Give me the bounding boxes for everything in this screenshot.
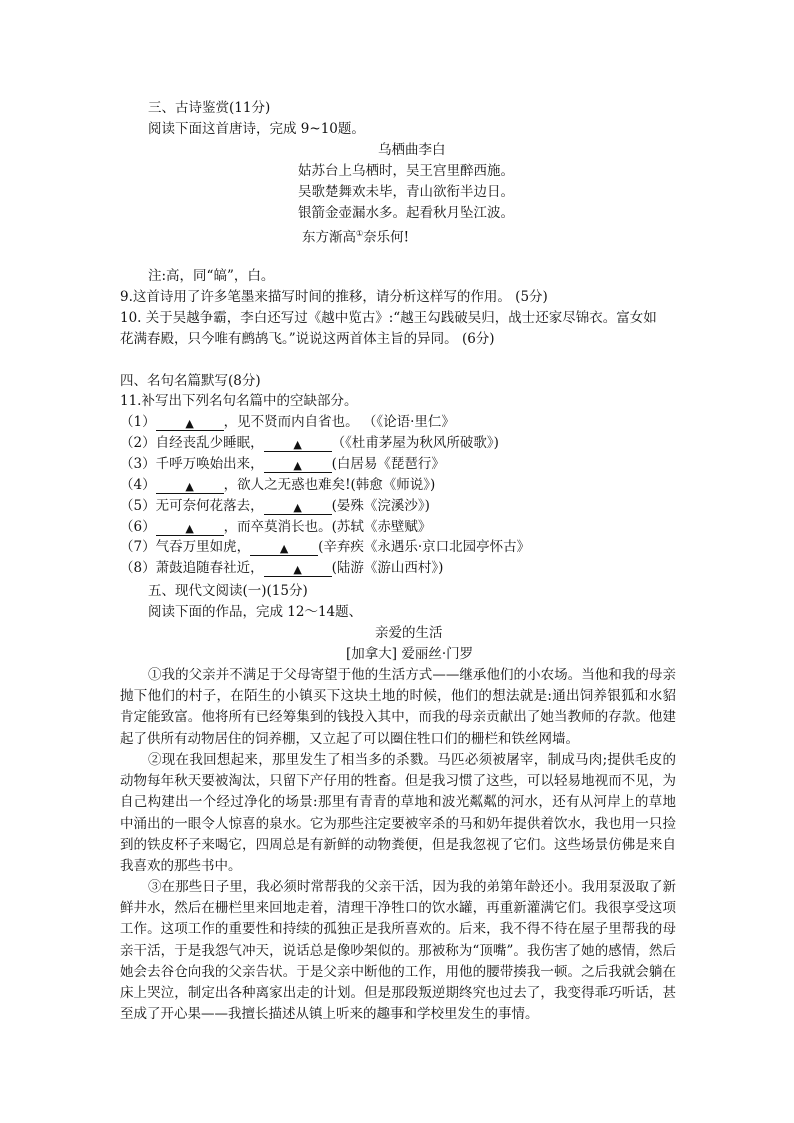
triangle-marker-icon: ▲ [293,500,302,514]
recite-item-prompt: 无可奈何花落去， [155,497,264,514]
recite-item-source: (晏殊《浣溪沙》) [331,497,430,514]
recite-item [120,517,431,537]
poem-line-2: 吴歌楚舞欢未毕，青山欲衔半边日。 [298,184,514,200]
article-title: 亲爱的生活 [375,625,443,641]
answer-blank[interactable] [156,478,224,494]
recite-item-source: ，而卒莫消长也。(苏轼《赤壁赋》 [223,518,432,535]
recite-item-prompt: 气吞万里如虎， [155,539,251,556]
question-10-line-2: 花满春殿，只今唯有鹧鸪飞。”说说这两首体主旨的异同。 (6分) [120,331,495,347]
answer-blank[interactable] [250,540,318,556]
article-paragraph-3: ③在那些日子里，我必须时常帮我的父亲干活，因为我的弟第年龄还小。我用泵汲取了新鲜井水，然后在栅栏里来回地走着，清理干净牲口的饮水罐，再重新灌满它们。我很享受这项工作。这项工作的重要性和持续的孤独正是我所喜欢的。后来，我不得不待在屋子里帮我的母亲干活，于是我怨气冲天，说话总是像吵架似的。那被称为“顶嘴”。我伤害了她的感情，然后她会去谷仓向我的父亲告状。于是父亲中断他的工作，用他的腰带揍我一顿。之后我就会躺在床上哭泣，制定出各种离家出走的计划。但是那段叛逆期终究也过去了，我变得乖巧听话，甚至成了开心果——我擅长描述从镇上听来的趣事和学校里发生的事情。 [120,879,676,1023]
recite-item [120,412,455,432]
poem-line-3: 银箭金壶漏水多。起看秋月坠江波。 [298,205,514,221]
recite-item-number: （6） [120,518,156,535]
triangle-marker-icon: ▲ [185,417,194,430]
section3-instruction: 阅读下面这首唐诗，完成 9~10题。 [148,121,365,137]
triangle-marker-icon: ▲ [279,542,289,556]
recite-item-prompt: 萧鼓追随春社近， [155,560,264,577]
recite-item-source: ，欲人之无惑也难矣!(韩愈《师说》) [223,476,436,493]
recite-item [120,475,435,495]
answer-blank[interactable] [156,415,224,431]
recite-item-prompt: 千呼万唤始出来， [155,455,264,472]
recite-item-source: ，见不贤而内自省也。 （《论语·里仁》 [223,414,455,430]
recite-item-number: （5） [120,497,156,514]
recite-item-prompt: 自经丧乱少睡眠， [155,434,264,451]
section4-instruction: 11.补写出下列名句名篇中的空缺部分。 [120,393,358,409]
poem-line-4-tail: 奈乐何! [363,229,410,246]
recite-item-number: （4） [120,476,156,493]
recite-item-source: （《杜甫茅屋为秋风所破歌》) [331,434,499,451]
triangle-marker-icon: ▲ [293,458,302,472]
answer-blank[interactable] [264,561,332,577]
triangle-marker-icon: ▲ [185,521,194,535]
footnote-marker: ① [356,229,364,238]
poem-title: 乌栖曲李白 [378,142,446,158]
answer-blank[interactable] [264,457,332,473]
recite-item [120,558,443,578]
triangle-marker-icon: ▲ [185,479,194,493]
poem-line-4 [302,224,409,244]
recite-item-number: （2） [120,434,156,451]
question-10-line-1: 10. 关于吴越争霸，李白还写过《越中览古》:“越王勾践破吴归，战士还家尽锦衣。富女如 [120,310,657,326]
recite-item [120,454,445,474]
poem-line-4-head: 东方渐高 [302,229,356,246]
article-author: [加拿大] 爱丽丝·门罗 [346,646,474,662]
section4-heading: 四、名句名篇默写(8分) [120,373,261,389]
poem-line-1: 姑苏台上乌栖时，吴王宫里醉西施。 [298,163,514,179]
poem-note: 注:高，同“皜”，白。 [148,268,275,284]
answer-blank[interactable] [264,499,332,515]
question-9: 9.这首诗用了许多笔墨来描写时间的推移，请分析这样写的作用。 (5分) [120,289,548,305]
recite-item [120,537,530,557]
section3-heading: 三、古诗鉴赏(11分) [148,100,271,116]
recite-item-number: （7） [120,539,156,556]
recite-item-number: （3） [120,455,156,472]
section5-heading: 五、现代文阅读(一)(15分) [148,583,308,599]
answer-blank[interactable] [156,520,224,536]
recite-item-source: (陆游《游山西村》) [331,560,444,577]
recite-item [120,496,430,516]
triangle-marker-icon: ▲ [293,437,302,451]
recite-item [120,433,499,453]
recite-item-source: (白居易《琵琶行》 [331,455,445,472]
recite-item-number: （8） [120,560,156,577]
triangle-marker-icon: ▲ [293,563,302,577]
answer-blank[interactable] [264,436,332,452]
article-paragraph-2: ②现在我回想起来，那里发生了相当多的杀戮。马匹必须被屠宰，制成马肉;提供毛皮的动物每年秋天要被淘汰，只留下产仔用的牲畜。但是我习惯了这些，可以轻易地视而不见，为自己构建出一个经过净化的场景:那里有青青的草地和波光粼粼的河水，还有从河岸上的草地中涌出的一眼令人惊喜的泉水。它为那些注定要被宰杀的马和奶年提供着饮水，我也用一只捡到的铁皮杯子来喝它，四周总是有新鲜的动物粪便，但是我忽视了它们。这些场景仿佛是来自我喜欢的那些书中。 [120,752,676,875]
section5-instruction: 阅读下面的作品，完成 12～14题、 [148,604,363,620]
recite-item-number: （1） [120,414,156,430]
recite-item-source: (辛弃疾《永遇乐·京口北园亭怀古》 [318,539,531,556]
article-paragraph-1: ①我的父亲并不满足于父母寄望于他的生活方式——继承他们的小农场。当他和我的母亲抛下他们的村子，在陌生的小镇买下这块土地的时候，他们的想法就是:通出饲养银狐和水貂肯定能致富。他将所有已经筹集到的钱投入其中，而我的母亲贡献出了她当教师的存款。他建起了供所有动物居住的饲养棚，又立起了可以圈住牲口们的栅栏和铁丝网墙。 [120,667,676,747]
